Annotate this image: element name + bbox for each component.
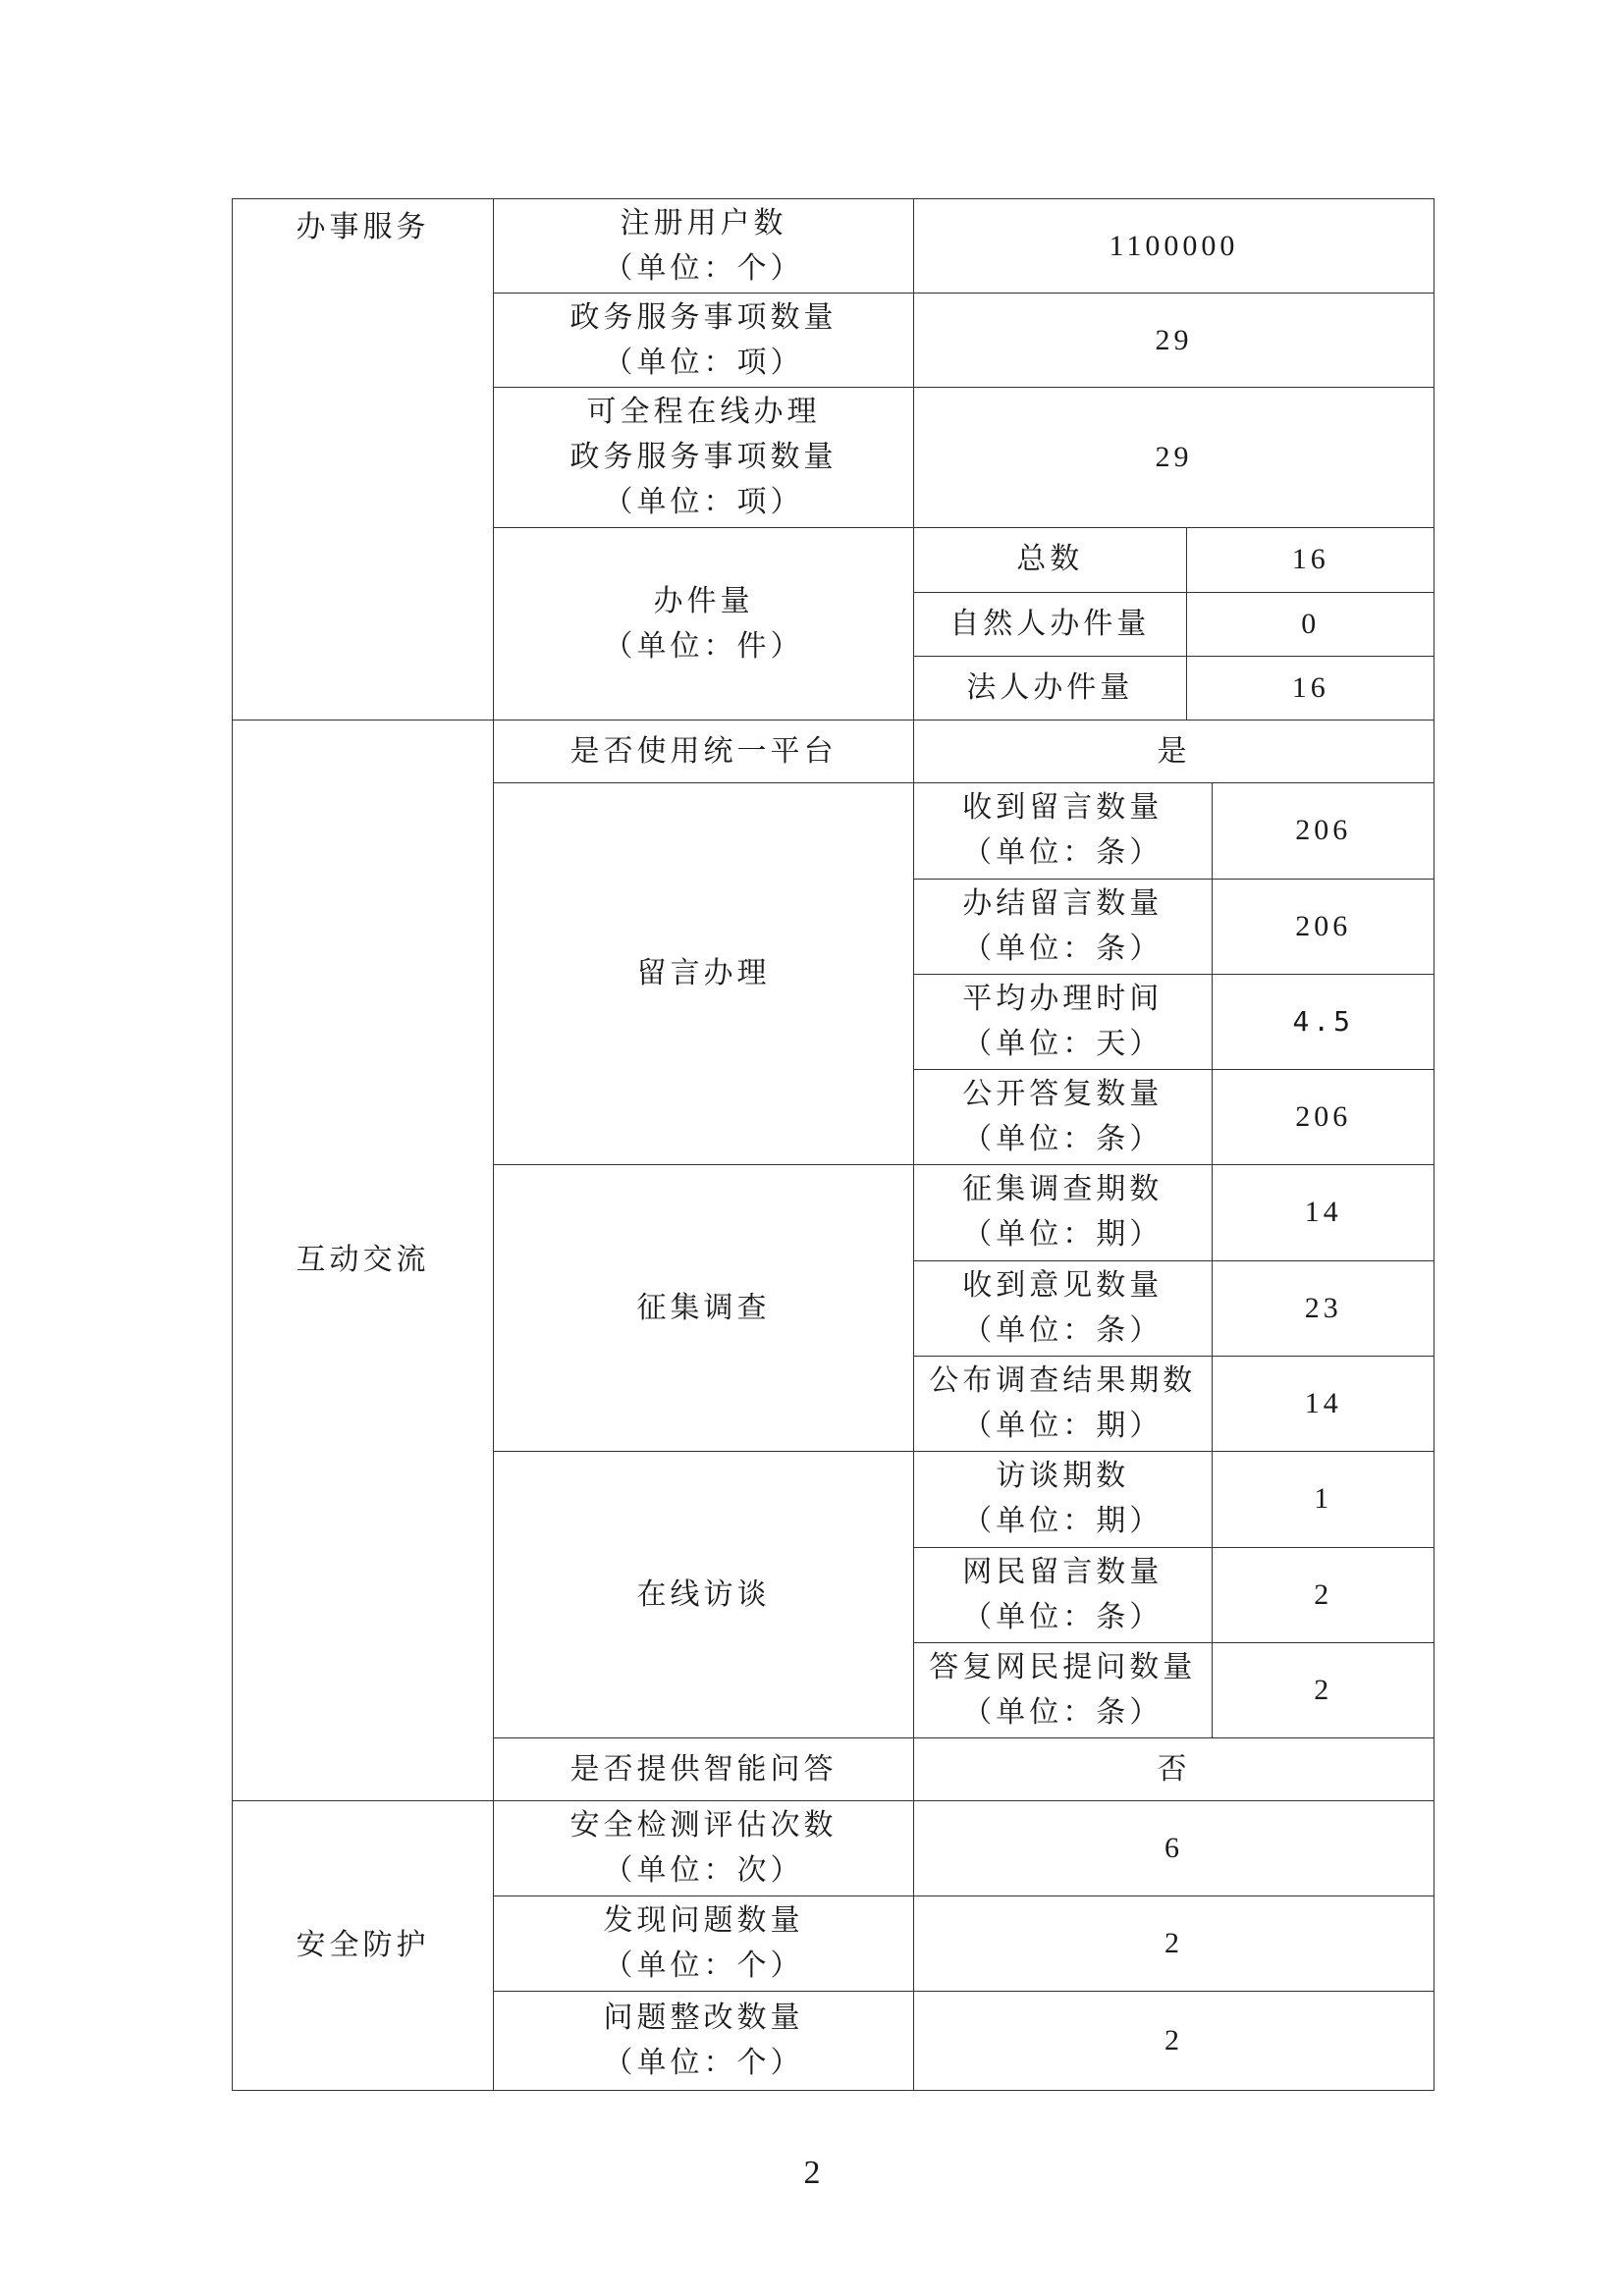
item-label: 公开答复数量	[962, 1076, 1164, 1111]
section-title-interaction: 互动交流	[233, 721, 494, 1801]
item-label: 政务服务事项数量	[569, 440, 838, 474]
sub-value: 206	[1212, 879, 1435, 974]
item-label: 网民留言数量	[962, 1554, 1164, 1589]
page-number: 2	[803, 2155, 821, 2191]
item-unit: （单位：个）	[603, 2046, 804, 2080]
value-cell: 29	[914, 388, 1435, 528]
table-row	[233, 199, 1435, 294]
sub-label	[914, 1165, 1212, 1260]
sub-label	[914, 974, 1212, 1069]
sub-value: 1	[1212, 1452, 1435, 1547]
messages-breakdown	[914, 783, 1435, 1165]
item-label: 可全程在线办理	[586, 395, 821, 429]
survey-breakdown	[914, 1165, 1435, 1452]
sub-value: 16	[1186, 528, 1435, 592]
item-unit: （单位：项）	[603, 345, 804, 380]
item-unit: （单位：条）	[962, 835, 1164, 871]
sub-row	[914, 1356, 1435, 1451]
value-cell: 29	[914, 294, 1435, 388]
value-cell: 6	[914, 1801, 1435, 1896]
item-unit: （单位：条）	[962, 931, 1164, 966]
sub-row	[914, 1452, 1435, 1547]
item-label: 收到留言数量	[962, 790, 1164, 826]
sub-value: 0	[1186, 592, 1435, 656]
label-cell	[494, 199, 914, 294]
sub-value: 14	[1212, 1165, 1435, 1260]
sub-value: 206	[1212, 783, 1435, 879]
item-unit: （单位：个）	[603, 250, 804, 286]
item-label: 政务服务事项数量	[569, 299, 838, 335]
value-cell: 是	[914, 721, 1435, 783]
item-label: 发现问题数量	[603, 1903, 804, 1938]
table-row	[233, 1801, 1435, 1896]
sub-row	[914, 528, 1435, 592]
label-cell: 是否提供智能问答	[494, 1738, 914, 1801]
item-unit: （单位：项）	[603, 485, 804, 519]
value-cell: 2	[914, 1992, 1435, 2091]
item-unit: （单位：次）	[603, 1853, 804, 1888]
item-label: 答复网民提问数量	[929, 1649, 1197, 1684]
item-unit: （单位：条）	[962, 1312, 1164, 1348]
sub-label: 法人办件量	[914, 656, 1186, 720]
label-cell	[494, 1896, 914, 1992]
sub-label: 总数	[914, 528, 1186, 592]
label-cell: 在线访谈	[494, 1452, 914, 1738]
label-cell	[494, 1992, 914, 2091]
sub-label	[914, 1547, 1212, 1642]
sub-value: 2	[1212, 1642, 1435, 1737]
sub-label	[914, 1642, 1212, 1737]
item-unit: （单位：件）	[603, 628, 804, 664]
item-label: 问题整改数量	[603, 2001, 804, 2035]
label-cell	[494, 528, 914, 721]
item-unit: （单位：条）	[962, 1599, 1164, 1634]
value-cell: 否	[914, 1738, 1435, 1801]
item-unit: （单位：个）	[603, 1949, 804, 1983]
sub-label	[914, 783, 1212, 879]
item-label: 办件量	[653, 583, 754, 618]
sub-row	[914, 1069, 1435, 1164]
interview-subtable	[914, 1452, 1435, 1737]
label-cell: 征集调查	[494, 1165, 914, 1452]
statistics-table	[232, 198, 1435, 2091]
item-label: 注册用户数	[620, 205, 787, 240]
sub-value: 2	[1212, 1547, 1435, 1642]
section-title-security: 安全防护	[233, 1801, 494, 2091]
sub-value: 14	[1212, 1356, 1435, 1451]
sub-value: 206	[1212, 1069, 1435, 1164]
sub-label	[914, 1069, 1212, 1164]
sub-row	[914, 1165, 1435, 1260]
label-cell: 留言办理	[494, 783, 914, 1165]
sub-row	[914, 1642, 1435, 1737]
value-cell: 2	[914, 1896, 1435, 1992]
sub-row	[914, 974, 1435, 1069]
item-unit: （单位：天）	[962, 1026, 1164, 1061]
sub-row	[914, 1260, 1435, 1356]
item-label: 访谈期数	[996, 1459, 1130, 1494]
item-label: 安全检测评估次数	[569, 1808, 838, 1842]
label-cell	[494, 1801, 914, 1896]
sub-label	[914, 879, 1212, 974]
item-label: 征集调查期数	[962, 1172, 1164, 1207]
interview-breakdown	[914, 1452, 1435, 1738]
sub-label	[914, 1452, 1212, 1547]
sub-label: 自然人办件量	[914, 592, 1186, 656]
table-row	[233, 721, 1435, 783]
item-unit: （单位：条）	[962, 1694, 1164, 1730]
label-cell	[494, 388, 914, 528]
sub-value: 4.5	[1212, 974, 1435, 1069]
sub-label	[914, 1260, 1212, 1356]
section-title-service: 办事服务	[233, 199, 494, 721]
sub-value: 16	[1186, 656, 1435, 720]
item-label: 平均办理时间	[962, 981, 1164, 1016]
messages-subtable	[914, 783, 1435, 1164]
sub-value: 23	[1212, 1260, 1435, 1356]
label-cell: 是否使用统一平台	[494, 721, 914, 783]
sub-row	[914, 656, 1435, 720]
sub-label	[914, 1356, 1212, 1451]
label-cell	[494, 294, 914, 388]
item-label: 公布调查结果期数	[929, 1362, 1197, 1398]
item-unit: （单位：期）	[962, 1408, 1164, 1443]
sub-row	[914, 592, 1435, 656]
cases-subtable	[914, 528, 1435, 720]
survey-subtable	[914, 1165, 1435, 1451]
cases-breakdown	[914, 528, 1435, 721]
sub-row	[914, 783, 1435, 879]
item-label: 办结留言数量	[962, 885, 1164, 921]
sub-row	[914, 1547, 1435, 1642]
sub-row	[914, 879, 1435, 974]
item-unit: （单位：条）	[962, 1121, 1164, 1156]
value-cell: 1100000	[914, 199, 1435, 294]
item-label: 收到意见数量	[962, 1267, 1164, 1303]
item-unit: （单位：期）	[962, 1217, 1164, 1253]
item-unit: （单位：期）	[962, 1504, 1164, 1539]
